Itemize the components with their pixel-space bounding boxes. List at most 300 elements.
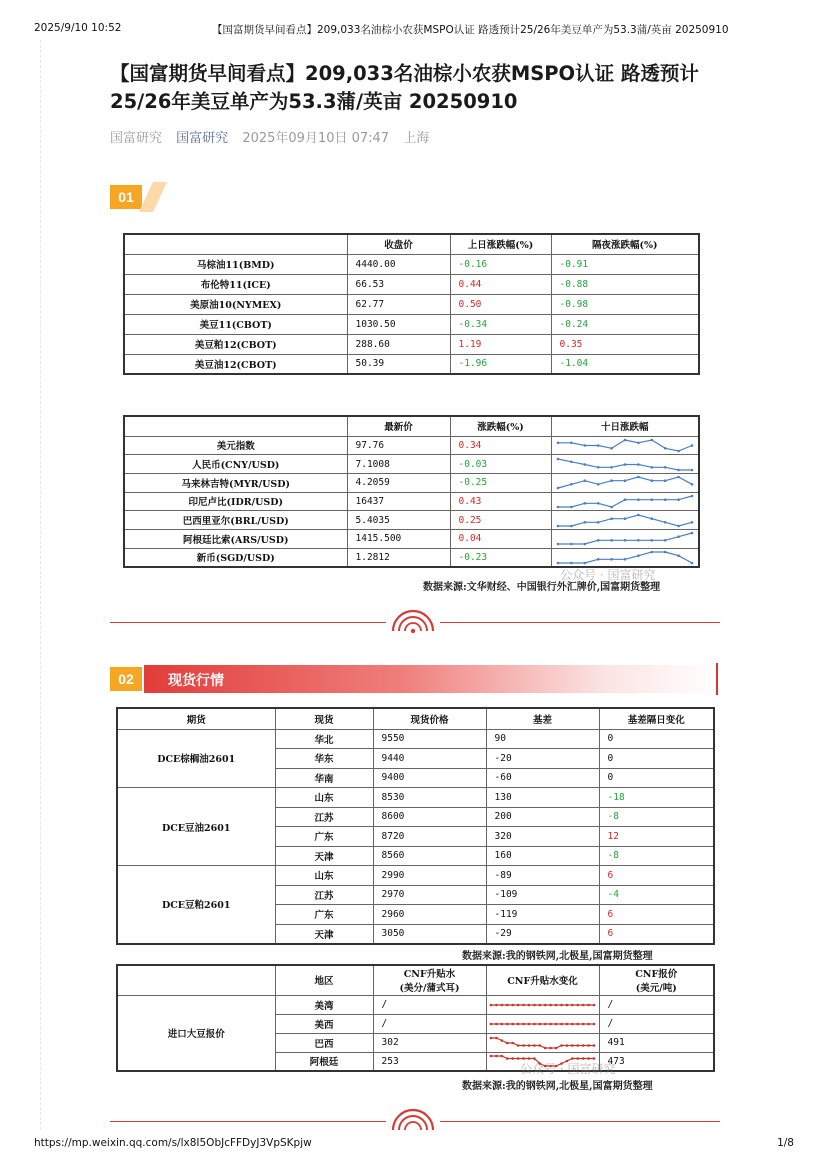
- column-header: 十日涨跌幅: [551, 416, 699, 436]
- sparkline-point: [516, 1057, 519, 1060]
- basis: -29: [486, 924, 599, 944]
- table-row: [117, 788, 714, 808]
- spot-price: 2970: [373, 885, 486, 905]
- spot-price: 3050: [373, 924, 486, 944]
- cnf-premium: /: [373, 1014, 486, 1033]
- basis-change: 6: [599, 905, 714, 925]
- section-title: 现货行情: [168, 673, 224, 689]
- cnf-quote: 473: [599, 1052, 714, 1071]
- sparkline-point: [516, 1003, 519, 1006]
- sparkline-point: [527, 1003, 530, 1006]
- sparkline-line: [558, 533, 692, 544]
- latest-price: 7.1008: [347, 455, 450, 474]
- section-title-bar-end: [716, 663, 718, 695]
- ten-day-trend: [551, 548, 699, 567]
- sparkline-point: [623, 517, 626, 520]
- table-header-row: [117, 708, 714, 729]
- close-price: 1030.50: [347, 314, 450, 334]
- sparkline-point: [556, 506, 559, 509]
- sparkline-point: [677, 476, 680, 479]
- sparkline-point: [538, 1003, 541, 1006]
- sparkline-point: [677, 536, 680, 539]
- sparkline-point: [570, 441, 573, 444]
- sparkline-point: [556, 487, 559, 490]
- ten-day-trend: [551, 492, 699, 511]
- cnf-quote: 491: [599, 1033, 714, 1052]
- sparkline-point: [543, 1003, 546, 1006]
- sparkline-point: [650, 517, 653, 520]
- sparkline-point: [506, 1057, 509, 1060]
- sparkline-chart: [552, 474, 698, 491]
- column-header: 隔夜涨跌幅(%): [551, 234, 699, 254]
- sparkline-point: [610, 506, 613, 509]
- article-author: 国富研究: [110, 131, 163, 146]
- spot-price: 2960: [373, 905, 486, 925]
- column-header: 现货: [275, 708, 373, 729]
- print-datetime: 2025/9/10 10:52: [34, 22, 122, 34]
- sparkline-line: [558, 552, 692, 563]
- spot-price: 9400: [373, 768, 486, 788]
- sparkline-point: [623, 498, 626, 501]
- close-price: 4440.00: [347, 254, 450, 274]
- close-price: 288.60: [347, 334, 450, 354]
- futures-contract: DCE豆粕2601: [117, 866, 275, 944]
- cnf-region: 美西: [275, 1014, 373, 1033]
- basis-change: 0: [599, 768, 714, 788]
- currency-name: 印尼卢比(IDR/USD): [124, 492, 347, 511]
- print-page-number: 1/8: [777, 1137, 794, 1149]
- sparkline-point: [587, 1044, 590, 1047]
- currency-name: 马来林吉特(MYR/USD): [124, 473, 347, 492]
- sparkline-point: [650, 480, 653, 483]
- sparkline-point: [576, 1003, 579, 1006]
- sparkline-point: [650, 550, 653, 553]
- prev-day-change: -0.34: [450, 314, 551, 334]
- sparkline-point: [690, 468, 693, 471]
- sparkline-point: [663, 466, 666, 469]
- sparkline-point: [565, 1044, 568, 1047]
- spot-region: 山东: [275, 788, 373, 808]
- sparkline-point: [690, 532, 693, 535]
- column-header: 地区: [275, 965, 373, 995]
- latest-price: 1415.500: [347, 529, 450, 548]
- sparkline-point: [560, 1022, 563, 1025]
- close-price: 66.53: [347, 274, 450, 294]
- latest-price: 97.76: [347, 436, 450, 455]
- column-header: [117, 965, 275, 995]
- cnf-premium: 302: [373, 1033, 486, 1052]
- sparkline-point: [554, 1046, 557, 1049]
- sparkline-point: [623, 439, 626, 442]
- sparkline-point: [690, 521, 693, 524]
- overnight-change: 0.35: [551, 334, 699, 354]
- sparkline-point: [583, 521, 586, 524]
- sparkline-point: [592, 1044, 595, 1047]
- column-header: 上日涨跌幅(%): [450, 234, 551, 254]
- currency-name: 阿根廷比索(ARS/USD): [124, 529, 347, 548]
- data-source-note: 数据来源:文华财经、中国银行外汇牌价,国富期货整理: [423, 582, 661, 593]
- sparkline-point: [571, 1044, 574, 1047]
- table-row: [124, 274, 699, 294]
- sparkline-point: [495, 1036, 498, 1039]
- basis-change: 0: [599, 729, 714, 749]
- cnf-premium: 253: [373, 1052, 486, 1071]
- basis-change: 6: [599, 924, 714, 944]
- publish-datetime: 2025年09月10日 07:47: [242, 131, 390, 146]
- table-row: [124, 436, 699, 455]
- cnf-region: 阿根廷: [275, 1052, 373, 1071]
- sparkline-line: [558, 515, 692, 526]
- sparkline-point: [663, 550, 666, 553]
- column-header: 现货价格: [373, 708, 486, 729]
- sparkline-point: [489, 1022, 492, 1025]
- column-header: 涨跌幅(%): [450, 416, 551, 436]
- sparkline-point: [677, 450, 680, 453]
- sparkline-point: [583, 480, 586, 483]
- sparkline-chart: [552, 512, 698, 529]
- sparkline-point: [549, 1022, 552, 1025]
- sparkline-point: [506, 1022, 509, 1025]
- spot-price: 8530: [373, 788, 486, 808]
- latest-price: 1.2812: [347, 548, 450, 567]
- cnf-region: 巴西: [275, 1033, 373, 1052]
- instrument-name: 布伦特11(ICE): [124, 274, 347, 294]
- divider-ornament-icon: [386, 605, 440, 635]
- sparkline-point: [610, 480, 613, 483]
- change-percent: -0.23: [450, 548, 551, 567]
- change-percent: 0.43: [450, 492, 551, 511]
- overnight-change: -0.88: [551, 274, 699, 294]
- column-header: 最新价: [347, 416, 450, 436]
- table-row: [124, 492, 699, 511]
- close-price: 50.39: [347, 354, 450, 374]
- basis: 200: [486, 807, 599, 827]
- article-meta: [110, 127, 439, 146]
- table-row: [124, 511, 699, 530]
- instrument-name: 美豆油12(CBOT): [124, 354, 347, 374]
- latest-price: 5.4035: [347, 511, 450, 530]
- section-number-badge: 02: [110, 667, 142, 691]
- sparkline-chart: [552, 456, 698, 473]
- sparkline-point: [581, 1003, 584, 1006]
- change-percent: 0.04: [450, 529, 551, 548]
- latest-price: 4.2059: [347, 473, 450, 492]
- sparkline-point: [556, 457, 559, 460]
- overnight-change: -1.04: [551, 354, 699, 374]
- sparkline-point: [623, 539, 626, 542]
- sparkline-point: [587, 1022, 590, 1025]
- data-source-note: 数据来源:我的钢铁网,北极星,国富期货整理: [462, 951, 653, 962]
- sparkline-point: [677, 524, 680, 527]
- spot-region: 天津: [275, 846, 373, 866]
- sparkline-point: [610, 539, 613, 542]
- spot-price: 9440: [373, 749, 486, 769]
- sparkline-point: [677, 498, 680, 501]
- sparkline-point: [533, 1022, 536, 1025]
- table-row: [124, 314, 699, 334]
- sparkline-point: [506, 1003, 509, 1006]
- sparkline-point: [650, 466, 653, 469]
- table-row: [124, 294, 699, 314]
- basis: -119: [486, 905, 599, 925]
- sparkline-point: [576, 1022, 579, 1025]
- cnf-quote: /: [599, 1014, 714, 1033]
- sparkline-point: [596, 539, 599, 542]
- basis: -109: [486, 885, 599, 905]
- table-row: [124, 354, 699, 374]
- sparkline-point: [516, 1044, 519, 1047]
- sparkline-point: [500, 1055, 503, 1058]
- sparkline-point: [570, 483, 573, 486]
- column-header: CNF报价 (美元/吨): [599, 965, 714, 995]
- currency-name: 美元指数: [124, 436, 347, 455]
- sparkline-point: [489, 1055, 492, 1058]
- currency-name: 新币(SGD/USD): [124, 548, 347, 567]
- sparkline-point: [690, 495, 693, 498]
- print-page-title: 【国富期货早间看点】209,033名油棕小农获MSPO认证 路透预计25/26年美豆单产为53.3蒲/英亩 20250910: [212, 24, 729, 36]
- sparkline-point: [500, 1003, 503, 1006]
- sparkline-point: [522, 1044, 525, 1047]
- sparkline-point: [500, 1039, 503, 1042]
- spot-region: 华南: [275, 768, 373, 788]
- basis: -60: [486, 768, 599, 788]
- currency-name: 人民币(CNY/USD): [124, 455, 347, 474]
- basis-change: 0: [599, 749, 714, 769]
- sparkline-point: [690, 561, 693, 564]
- sparkline-point: [516, 1022, 519, 1025]
- sparkline-point: [623, 558, 626, 561]
- sparkline-point: [576, 1044, 579, 1047]
- sparkline-point: [596, 521, 599, 524]
- sparkline-point: [556, 561, 559, 564]
- table-row: [117, 995, 714, 1014]
- cnf-quote: /: [599, 995, 714, 1014]
- sparkline-point: [677, 468, 680, 471]
- section-title-bar: [144, 665, 720, 693]
- sparkline-point: [650, 439, 653, 442]
- sparkline-point: [587, 1003, 590, 1006]
- section-number-badge: 01: [110, 185, 142, 209]
- spot-region: 华北: [275, 729, 373, 749]
- instrument-name: 美原油10(NYMEX): [124, 294, 347, 314]
- sparkline-point: [495, 1055, 498, 1058]
- table-header-row: [124, 416, 699, 436]
- futures-table: [123, 233, 700, 375]
- prev-day-change: -1.96: [450, 354, 551, 374]
- sparkline-point: [511, 1057, 514, 1060]
- column-header: [124, 416, 347, 436]
- sparkline-chart: [487, 1016, 598, 1032]
- spot-price: 8720: [373, 827, 486, 847]
- sparkline-point: [610, 466, 613, 469]
- sparkline-point: [583, 463, 586, 466]
- sparkline-point: [596, 444, 599, 447]
- table-header-row: [124, 234, 699, 254]
- divider-ornament-icon: [386, 1104, 440, 1130]
- table-row: [124, 473, 699, 492]
- column-header: 收盘价: [347, 234, 450, 254]
- sparkline-chart: [552, 437, 698, 454]
- basis-change: -8: [599, 807, 714, 827]
- cnf-quote-table: [116, 964, 715, 1072]
- table-row: [124, 548, 699, 567]
- basis-change: 12: [599, 827, 714, 847]
- sparkline-chart: [552, 549, 698, 566]
- cnf-premium-trend: [486, 995, 599, 1014]
- ten-day-trend: [551, 473, 699, 492]
- sparkline-point: [543, 1022, 546, 1025]
- overnight-change: -0.91: [551, 254, 699, 274]
- futures-contract: DCE豆油2601: [117, 788, 275, 866]
- column-header: 期货: [117, 708, 275, 729]
- cnf-premium-trend: [486, 1014, 599, 1033]
- sparkline-point: [637, 513, 640, 516]
- sparkline-point: [489, 1036, 492, 1039]
- change-percent: -0.03: [450, 455, 551, 474]
- sparkline-line: [558, 496, 692, 507]
- section-badge-stripe: [139, 182, 167, 212]
- sparkline-point: [570, 561, 573, 564]
- cnf-premium-trend: [486, 1033, 599, 1052]
- sparkline-chart: [552, 493, 698, 510]
- instrument-name: 美豆11(CBOT): [124, 314, 347, 334]
- ten-day-trend: [551, 529, 699, 548]
- sparkline-point: [506, 1041, 509, 1044]
- sparkline-point: [610, 447, 613, 450]
- sparkline-point: [527, 1044, 530, 1047]
- sparkline-line: [558, 440, 692, 451]
- spot-region: 华东: [275, 749, 373, 769]
- overnight-change: -0.24: [551, 314, 699, 334]
- fx-table: [123, 415, 700, 568]
- sparkline-point: [663, 480, 666, 483]
- sparkline-point: [570, 543, 573, 546]
- ten-day-trend: [551, 436, 699, 455]
- sparkline-point: [527, 1022, 530, 1025]
- sparkline-point: [549, 1046, 552, 1049]
- sparkline-point: [571, 1022, 574, 1025]
- sparkline-point: [565, 1003, 568, 1006]
- sparkline-point: [592, 1003, 595, 1006]
- sparkline-point: [533, 1044, 536, 1047]
- sparkline-point: [538, 1022, 541, 1025]
- publish-location: 上海: [403, 131, 430, 146]
- sparkline-point: [663, 447, 666, 450]
- spot-region: 天津: [275, 924, 373, 944]
- sparkline-point: [556, 524, 559, 527]
- basis-change: -8: [599, 846, 714, 866]
- sparkline-line: [558, 477, 692, 488]
- table-row: [124, 334, 699, 354]
- sparkline-point: [495, 1022, 498, 1025]
- close-price: 62.77: [347, 294, 450, 314]
- prev-day-change: 0.44: [450, 274, 551, 294]
- sparkline-point: [663, 521, 666, 524]
- sparkline-point: [543, 1046, 546, 1049]
- spot-region: 江苏: [275, 807, 373, 827]
- prev-day-change: 0.50: [450, 294, 551, 314]
- spot-price: 8600: [373, 807, 486, 827]
- sparkline-chart: [487, 1035, 598, 1051]
- table-row: [124, 455, 699, 474]
- sparkline-point: [583, 543, 586, 546]
- sparkline-point: [596, 466, 599, 469]
- sparkline-point: [581, 1044, 584, 1047]
- spot-region: 江苏: [275, 885, 373, 905]
- spot-price-table: [116, 707, 715, 945]
- table-row: [124, 254, 699, 274]
- sparkline-point: [571, 1003, 574, 1006]
- cnf-premium: /: [373, 995, 486, 1014]
- table-row: [124, 529, 699, 548]
- sparkline-point: [560, 1003, 563, 1006]
- sparkline-point: [663, 539, 666, 542]
- ten-day-trend: [551, 455, 699, 474]
- sparkline-point: [592, 1022, 595, 1025]
- sparkline-point: [690, 444, 693, 447]
- basis: 320: [486, 827, 599, 847]
- spot-region: 广东: [275, 827, 373, 847]
- page-margin-line: [40, 40, 41, 1130]
- sparkline-point: [677, 554, 680, 557]
- basis: 130: [486, 788, 599, 808]
- sparkline-point: [522, 1003, 525, 1006]
- sparkline-point: [637, 539, 640, 542]
- sparkline-point: [570, 506, 573, 509]
- basis: -89: [486, 866, 599, 886]
- watermark: 公众号 · 国富研究: [520, 1062, 616, 1076]
- column-header: CNF升贴水变化: [486, 965, 599, 995]
- spot-region: 山东: [275, 866, 373, 886]
- sparkline-point: [556, 543, 559, 546]
- sparkline-point: [637, 463, 640, 466]
- latest-price: 16437: [347, 492, 450, 511]
- sparkline-point: [556, 441, 559, 444]
- sparkline-point: [570, 460, 573, 463]
- futures-contract: DCE棕榈油2601: [117, 729, 275, 788]
- basis: 90: [486, 729, 599, 749]
- instrument-name: 马棕油11(BMD): [124, 254, 347, 274]
- spot-price: 2990: [373, 866, 486, 886]
- currency-name: 巴西里亚尔(BRL/USD): [124, 511, 347, 530]
- article-title: 【国富期货早间看点】209,033名油棕小农获MSPO认证 路透预计25/26年美豆单产为53.3蒲/英亩 20250910: [110, 62, 699, 113]
- sparkline-point: [623, 480, 626, 483]
- instrument-name: 美豆粕12(CBOT): [124, 334, 347, 354]
- sparkline-point: [637, 498, 640, 501]
- sparkline-point: [511, 1041, 514, 1044]
- overnight-change: -0.98: [551, 294, 699, 314]
- change-percent: -0.25: [450, 473, 551, 492]
- sparkline-point: [583, 561, 586, 564]
- basis: 160: [486, 846, 599, 866]
- sparkline-point: [637, 441, 640, 444]
- print-url: https://mp.weixin.qq.com/s/lx8I5ObJcFFDyJ3VpSKpjw: [34, 1137, 312, 1149]
- sparkline-point: [549, 1003, 552, 1006]
- sparkline-point: [663, 498, 666, 501]
- basis-change: -4: [599, 885, 714, 905]
- spot-region: 广东: [275, 905, 373, 925]
- sparkline-point: [596, 502, 599, 505]
- prev-day-change: 1.19: [450, 334, 551, 354]
- sparkline-chart: [552, 530, 698, 547]
- spot-price: 8560: [373, 846, 486, 866]
- account-link[interactable]: 国富研究: [176, 131, 229, 146]
- sparkline-point: [623, 463, 626, 466]
- sparkline-point: [650, 498, 653, 501]
- sparkline-point: [690, 483, 693, 486]
- basis-change: 6: [599, 866, 714, 886]
- ten-day-trend: [551, 511, 699, 530]
